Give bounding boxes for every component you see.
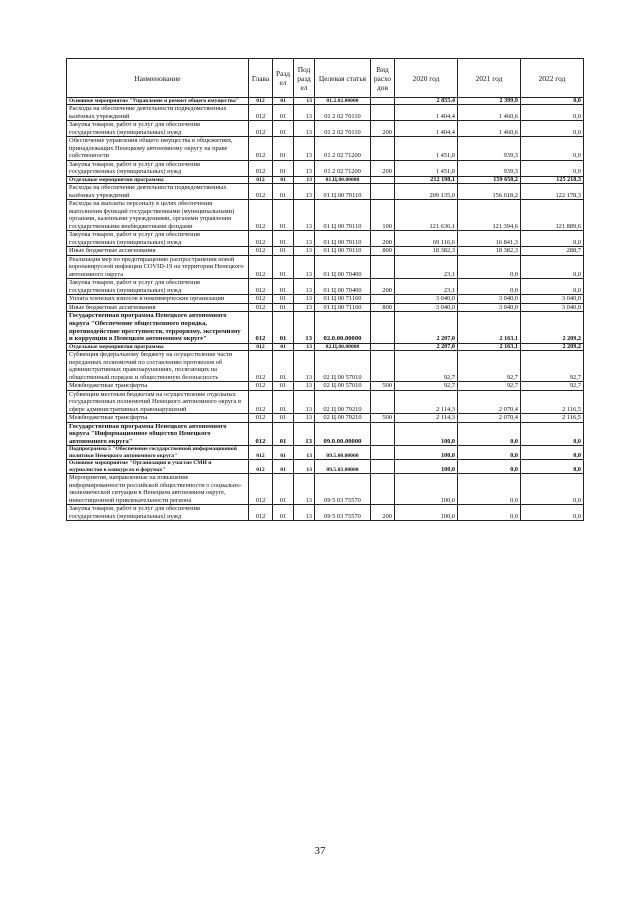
cell-razdel: 01 (273, 184, 294, 200)
table-row (67, 414, 584, 423)
table-row (67, 121, 584, 137)
cell-2022: 0,0 (521, 98, 584, 105)
cell-2021: 0,0 (458, 422, 521, 446)
cell-glava: 012 (249, 295, 273, 304)
cell-glava: 012 (249, 505, 273, 521)
cell-glava: 012 (249, 382, 273, 391)
cell-name: Межбюджетные трансферты (67, 382, 249, 391)
cell-name: Субвенции местным бюджетам на осуществление отдельных государственных полномочий Ненецкого автономного округа в сфере административных правонарушений (67, 390, 249, 414)
cell-podrazdel: 13 (294, 105, 315, 121)
cell-razdel: 01 (273, 231, 294, 247)
cell-glava: 012 (249, 474, 273, 505)
cell-2022: 122 178,3 (521, 184, 584, 200)
cell-glava: 012 (249, 351, 273, 382)
cell-name: Закупка товаров, работ и услуг для обеспечения государственных (муниципальных) нужд (67, 121, 249, 137)
cell-2020: 100,0 (395, 460, 458, 474)
cell-vid (371, 390, 395, 414)
cell-2020: 209 135,0 (395, 184, 458, 200)
cell-glava: 012 (249, 303, 273, 312)
cell-glava: 012 (249, 312, 273, 343)
cell-2022: 288,7 (521, 247, 584, 256)
cell-vid (371, 105, 395, 121)
cell-2020: 1 451,0 (395, 137, 458, 161)
cell-target: 09.5.00.00000 (315, 446, 371, 460)
cell-podrazdel: 13 (294, 279, 315, 295)
cell-vid: 200 (371, 231, 395, 247)
cell-name: Закупка товаров, работ и услуг для обеспечения государственных (муниципальных) нужд (67, 231, 249, 247)
header-2022: 2022 год (521, 59, 584, 98)
cell-2021: 18 382,3 (458, 247, 521, 256)
header-razdel: Раздел (273, 59, 294, 98)
cell-glava: 012 (249, 247, 273, 256)
cell-2022: 2 209,2 (521, 343, 584, 350)
cell-podrazdel: 13 (294, 184, 315, 200)
cell-2020: 3 040,0 (395, 295, 458, 304)
cell-glava: 012 (249, 121, 273, 137)
cell-2022: 92,7 (521, 351, 584, 382)
cell-glava: 012 (249, 98, 273, 105)
cell-vid (371, 98, 395, 105)
cell-2022: 0,0 (521, 422, 584, 446)
cell-podrazdel: 13 (294, 98, 315, 105)
table-row (67, 98, 584, 105)
header-glava: Глава (249, 59, 273, 98)
cell-2021: 3 040,0 (458, 303, 521, 312)
table-row (67, 474, 584, 505)
cell-podrazdel: 13 (294, 200, 315, 231)
table-row (67, 105, 584, 121)
cell-name: Отдельные мероприятия программы (67, 176, 249, 183)
cell-name: Мероприятия, направленные на повышение информированности российской общественности о социально-экономической ситуации в Ненецком автономном округе, инвестиционной привлекательности региона (67, 474, 249, 505)
header-target: Целевая статья (315, 59, 371, 98)
cell-2021: 2 163,1 (458, 343, 521, 350)
cell-2022: 0,0 (521, 460, 584, 474)
table-row (67, 231, 584, 247)
cell-2020: 69 116,6 (395, 231, 458, 247)
cell-2022: 2 116,5 (521, 390, 584, 414)
cell-razdel: 01 (273, 460, 294, 474)
cell-glava: 012 (249, 422, 273, 446)
cell-razdel: 01 (273, 255, 294, 279)
cell-2022: 2 209,2 (521, 312, 584, 343)
cell-2020: 212 198,1 (395, 176, 458, 183)
cell-glava: 012 (249, 184, 273, 200)
cell-target: 09.0.00.00000 (315, 422, 371, 446)
cell-target: 02 Ц 00 57010 (315, 382, 371, 391)
cell-podrazdel: 13 (294, 231, 315, 247)
cell-vid: 100 (371, 200, 395, 231)
cell-vid (371, 295, 395, 304)
cell-podrazdel: 13 (294, 295, 315, 304)
cell-2020: 2 855,4 (395, 98, 458, 105)
budget-table (66, 58, 584, 521)
cell-name: Расходы на обеспечение деятельности подведомственных казённых учреждений (67, 184, 249, 200)
cell-target: 01.2.02.00000 (315, 98, 371, 105)
cell-target: 09 5 03 75570 (315, 505, 371, 521)
cell-podrazdel: 13 (294, 312, 315, 343)
cell-razdel: 01 (273, 295, 294, 304)
cell-2021: 2 399,9 (458, 98, 521, 105)
cell-2021: 0,0 (458, 255, 521, 279)
table-row (67, 160, 584, 176)
cell-2020: 100,0 (395, 474, 458, 505)
cell-2020: 100,0 (395, 505, 458, 521)
cell-podrazdel: 13 (294, 176, 315, 183)
cell-vid (371, 351, 395, 382)
cell-razdel: 01 (273, 382, 294, 391)
cell-podrazdel: 13 (294, 414, 315, 423)
cell-name: Субвенция федеральному бюджету на осуществление части переданных полномочий по составлению протоколов об административных правонарушениях, посягающих на общественный порядок и общественную безопасность (67, 351, 249, 382)
cell-target: 02 Ц 00 79210 (315, 414, 371, 423)
cell-target: 01 Ц 00 70110 (315, 200, 371, 231)
cell-2022: 0,0 (521, 505, 584, 521)
cell-2022: 3 040,0 (521, 303, 584, 312)
header-podrazdel: Подраздел (294, 59, 315, 98)
cell-2021: 3 040,0 (458, 295, 521, 304)
cell-2021: 0,0 (458, 279, 521, 295)
budget-page (66, 58, 583, 521)
cell-target: 02.0.00.00000 (315, 312, 371, 343)
cell-glava: 012 (249, 137, 273, 161)
cell-razdel: 01 (273, 98, 294, 105)
cell-glava: 012 (249, 160, 273, 176)
header-2020: 2020 год (395, 59, 458, 98)
cell-target: 01 Ц 00 70400 (315, 279, 371, 295)
cell-razdel: 01 (273, 446, 294, 460)
cell-podrazdel: 13 (294, 460, 315, 474)
cell-vid: 800 (371, 247, 395, 256)
header-name: Наименование (67, 59, 249, 98)
cell-2020: 1 451,0 (395, 160, 458, 176)
cell-razdel: 01 (273, 247, 294, 256)
cell-name: Закупка товаров, работ и услуг для обеспечения государственных (муниципальных) нужд (67, 160, 249, 176)
table-row (67, 184, 584, 200)
cell-2022: 92,7 (521, 382, 584, 391)
cell-target: 01.Ц.00.00000 (315, 176, 371, 183)
cell-vid: 500 (371, 414, 395, 423)
table-header-row (67, 59, 584, 98)
cell-2022: 0,0 (521, 474, 584, 505)
cell-2021: 0,0 (458, 474, 521, 505)
cell-target: 01 Ц 00 71160 (315, 303, 371, 312)
cell-target: 02 Ц 00 79210 (315, 390, 371, 414)
cell-vid: 200 (371, 121, 395, 137)
table-row (67, 382, 584, 391)
cell-vid (371, 446, 395, 460)
cell-2020: 2 207,0 (395, 312, 458, 343)
cell-razdel: 01 (273, 351, 294, 382)
cell-razdel: 01 (273, 279, 294, 295)
cell-target: 09 5 03 75570 (315, 474, 371, 505)
cell-name: Основное мероприятие "Управление и ремонт общего имущества" (67, 98, 249, 105)
cell-vid (371, 474, 395, 505)
cell-target: 01 Ц 00 70110 (315, 231, 371, 247)
cell-razdel: 01 (273, 160, 294, 176)
cell-2020: 18 382,3 (395, 247, 458, 256)
cell-2020: 3 040,0 (395, 303, 458, 312)
cell-razdel: 01 (273, 414, 294, 423)
cell-2022: 3 040,0 (521, 295, 584, 304)
table-row (67, 446, 584, 460)
cell-2020: 1 404,4 (395, 105, 458, 121)
cell-podrazdel: 13 (294, 247, 315, 256)
cell-2022: 0,0 (521, 137, 584, 161)
cell-name: Расходы на выплаты персоналу в целях обеспечения выполнения функций государственными (муниципальными) органами, казенными учреждениями, органами управления государственными внебюджетными фондами (67, 200, 249, 231)
cell-2022: 0,0 (521, 121, 584, 137)
table-row (67, 303, 584, 312)
table-row (67, 295, 584, 304)
cell-podrazdel: 13 (294, 255, 315, 279)
table-row (67, 351, 584, 382)
cell-2021: 939,3 (458, 160, 521, 176)
cell-target: 02 Ц 00 57010 (315, 351, 371, 382)
cell-name: Закупка товаров, работ и услуг для обеспечения государственных (муниципальных) нужд (67, 505, 249, 521)
cell-vid: 800 (371, 303, 395, 312)
cell-2020: 121 636,1 (395, 200, 458, 231)
table-row (67, 505, 584, 521)
cell-name: Отдельные мероприятия программы (67, 343, 249, 350)
cell-target: 01 Ц 00 70110 (315, 247, 371, 256)
cell-2021: 0,0 (458, 505, 521, 521)
cell-vid (371, 422, 395, 446)
cell-name: Межбюджетные трансферты (67, 414, 249, 423)
cell-podrazdel: 13 (294, 382, 315, 391)
table-row (67, 422, 584, 446)
cell-name: Иные бюджетные ассигнования (67, 247, 249, 256)
cell-target: 01 Ц 00 70400 (315, 255, 371, 279)
cell-razdel: 01 (273, 390, 294, 414)
cell-2021: 2 070,4 (458, 390, 521, 414)
cell-vid: 200 (371, 160, 395, 176)
cell-glava: 012 (249, 343, 273, 350)
cell-2020: 23,1 (395, 279, 458, 295)
cell-2021: 2 070,4 (458, 414, 521, 423)
cell-2021: 1 460,6 (458, 121, 521, 137)
cell-target: 09.5.03.00000 (315, 460, 371, 474)
cell-podrazdel: 13 (294, 303, 315, 312)
cell-razdel: 01 (273, 121, 294, 137)
cell-glava: 012 (249, 105, 273, 121)
table-row (67, 247, 584, 256)
cell-name: Основное мероприятие "Организация и участие СМИ и журналистов в конкурсах и форумах" (67, 460, 249, 474)
cell-name: Обеспечение управления общего имущества в общежитиях, принадлежащих Ненецкому автономному округу на праве собственности (67, 137, 249, 161)
cell-target: 01 2 02 71200 (315, 137, 371, 161)
cell-2021: 0,0 (458, 446, 521, 460)
cell-name: Иные бюджетные ассигнования (67, 303, 249, 312)
cell-vid (371, 255, 395, 279)
cell-2022: 0,0 (521, 231, 584, 247)
page-number: 37 (314, 845, 326, 857)
cell-vid: 200 (371, 279, 395, 295)
cell-vid: 500 (371, 382, 395, 391)
cell-razdel: 01 (273, 105, 294, 121)
table-row (67, 176, 584, 183)
cell-2021: 1 460,6 (458, 105, 521, 121)
cell-podrazdel: 13 (294, 505, 315, 521)
cell-vid (371, 184, 395, 200)
cell-target: 01 2 02 70110 (315, 121, 371, 137)
cell-podrazdel: 13 (294, 390, 315, 414)
cell-2021: 159 658,2 (458, 176, 521, 183)
cell-2022: 0,0 (521, 255, 584, 279)
cell-vid (371, 312, 395, 343)
cell-2021: 16 841,3 (458, 231, 521, 247)
cell-podrazdel: 13 (294, 446, 315, 460)
cell-2020: 2 207,0 (395, 343, 458, 350)
cell-podrazdel: 13 (294, 121, 315, 137)
table-row (67, 460, 584, 474)
cell-2020: 1 404,4 (395, 121, 458, 137)
cell-name: Уплата членских взносов в некоммерческие организации (67, 295, 249, 304)
cell-2021: 156 618,2 (458, 184, 521, 200)
cell-2020: 100,0 (395, 446, 458, 460)
cell-2020: 23,1 (395, 255, 458, 279)
cell-razdel: 01 (273, 176, 294, 183)
cell-glava: 012 (249, 414, 273, 423)
cell-glava: 012 (249, 279, 273, 295)
cell-glava: 012 (249, 176, 273, 183)
cell-2021: 2 163,1 (458, 312, 521, 343)
cell-name: Реализация мер по предотвращению распространения новой коронавирусной инфекции COVID-19 на территории Ненецкого автономного округа (67, 255, 249, 279)
table-row (67, 279, 584, 295)
cell-podrazdel: 13 (294, 351, 315, 382)
cell-2022: 125 218,3 (521, 176, 584, 183)
cell-vid (371, 460, 395, 474)
cell-podrazdel: 13 (294, 137, 315, 161)
cell-target: 01 2 02 71200 (315, 160, 371, 176)
cell-podrazdel: 13 (294, 343, 315, 350)
cell-2022: 121 889,6 (521, 200, 584, 231)
cell-name: Государственная программа Ненецкого автономного округа "Информационное общество Ненецкого автономного округа" (67, 422, 249, 446)
cell-vid: 200 (371, 505, 395, 521)
cell-2022: 0,0 (521, 279, 584, 295)
cell-2020: 92,7 (395, 382, 458, 391)
cell-target: 01 2 02 70110 (315, 105, 371, 121)
table-row (67, 137, 584, 161)
table-row (67, 343, 584, 350)
cell-glava: 012 (249, 460, 273, 474)
cell-glava: 012 (249, 390, 273, 414)
cell-razdel: 01 (273, 474, 294, 505)
cell-razdel: 01 (273, 422, 294, 446)
table-row (67, 390, 584, 414)
cell-2022: 0,0 (521, 105, 584, 121)
cell-target: 01 Ц 00 70110 (315, 184, 371, 200)
cell-glava: 012 (249, 231, 273, 247)
cell-2022: 0,0 (521, 160, 584, 176)
cell-2021: 92,7 (458, 382, 521, 391)
table-row (67, 312, 584, 343)
cell-2021: 0,0 (458, 460, 521, 474)
cell-glava: 012 (249, 200, 273, 231)
cell-2022: 0,0 (521, 446, 584, 460)
cell-razdel: 01 (273, 303, 294, 312)
cell-razdel: 01 (273, 312, 294, 343)
cell-2021: 939,3 (458, 137, 521, 161)
cell-target: 02.Ц.00.00000 (315, 343, 371, 350)
cell-vid (371, 176, 395, 183)
cell-glava: 012 (249, 255, 273, 279)
cell-razdel: 01 (273, 505, 294, 521)
cell-razdel: 01 (273, 343, 294, 350)
cell-target: 01 Ц 00 71160 (315, 295, 371, 304)
cell-name: Подпрограмма 5 "Обеспечение государственной информационной политики Ненецкого автономного округа" (67, 446, 249, 460)
cell-razdel: 01 (273, 200, 294, 231)
cell-2020: 2 114,3 (395, 390, 458, 414)
cell-2022: 2 116,5 (521, 414, 584, 423)
cell-podrazdel: 13 (294, 160, 315, 176)
cell-2021: 92,7 (458, 351, 521, 382)
cell-razdel: 01 (273, 137, 294, 161)
cell-2020: 100,0 (395, 422, 458, 446)
cell-vid (371, 137, 395, 161)
header-2021: 2021 год (458, 59, 521, 98)
table-row (67, 255, 584, 279)
cell-podrazdel: 13 (294, 422, 315, 446)
cell-2021: 121 394,6 (458, 200, 521, 231)
cell-glava: 012 (249, 446, 273, 460)
cell-name: Закупка товаров, работ и услуг для обеспечения государственных (муниципальных) нужд (67, 279, 249, 295)
cell-2020: 2 114,3 (395, 414, 458, 423)
cell-vid (371, 343, 395, 350)
header-vid: Вид расходов (371, 59, 395, 98)
cell-2020: 92,7 (395, 351, 458, 382)
table-row (67, 200, 584, 231)
cell-name: Государственная программа Ненецкого автономного округа "Обеспечение общественного порядка, противодействие преступности, терроризму, экстремизму и коррупции в Ненецком автономном округе" (67, 312, 249, 343)
cell-name: Расходы на обеспечение деятельности подведомственных казённых учреждений (67, 105, 249, 121)
cell-podrazdel: 13 (294, 474, 315, 505)
